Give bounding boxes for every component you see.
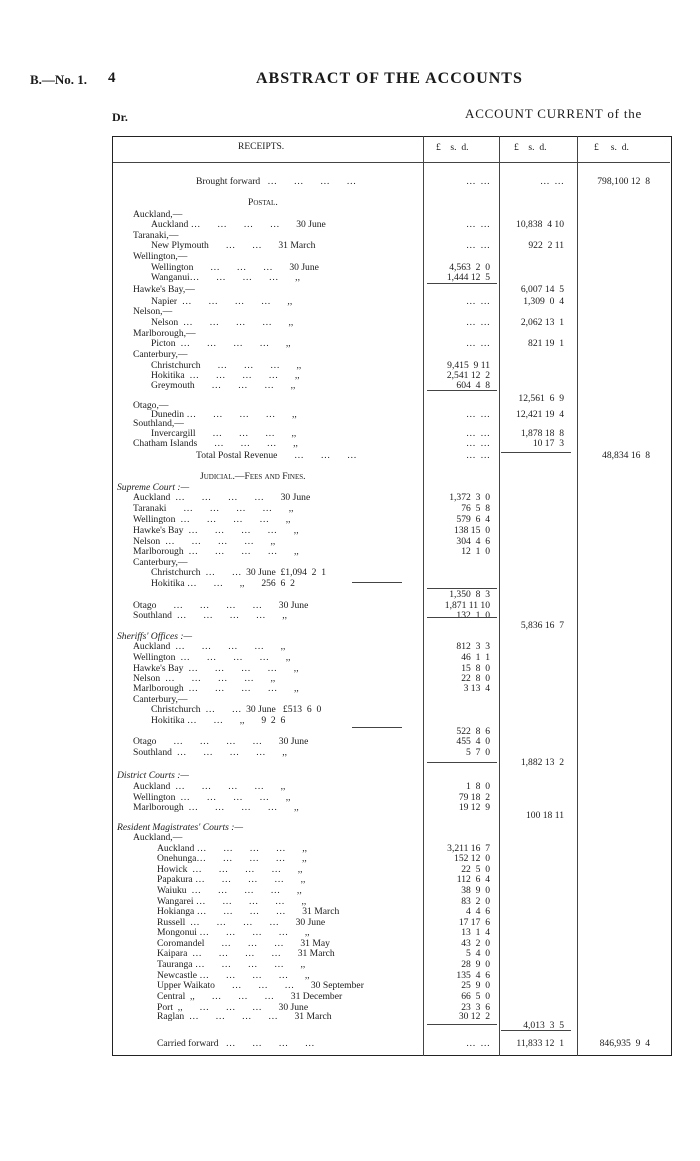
ledger-amount: 798,100 12 8 [597,176,650,187]
ledger-amount: 132 1 0 [456,610,490,621]
ledger-amount: 2,062 13 1 [520,317,564,328]
ledger-amount: … … [466,428,490,439]
ledger-amount: 112 6 4 [456,874,490,885]
ledger-amount: 3 13 4 [463,683,490,694]
ledger-row-label: Brought forward … … … … [196,176,357,187]
ledger-amount: 11,833 12 1 [516,1038,564,1049]
ledger-row-label: Greymouth … … … ,, [151,380,296,391]
ledger-row-label: Total Postal Revenue … … … [196,450,357,461]
sum-rule [427,617,497,618]
ledger-row-label: Hokianga … … … … 31 March [157,906,340,917]
ledger-amount: 100 18 11 [525,810,564,821]
ledger-row-label: Taranaki … … … … ,, [133,503,294,514]
ledger-row-label: Wellington … … … … ,, [133,514,291,525]
ledger-row-label: Judicial.—Fees and Fines. [200,471,306,482]
sum-rule [427,390,497,391]
ledger-amount: 23 3 6 [461,1002,490,1013]
ledger-amount: … … [466,438,490,449]
ledger-amount: … … [466,317,490,328]
ledger-amount: 1,871 11 10 [444,600,490,611]
ledger-row-label: Nelson,— [133,306,173,317]
ledger-row-label: Auckland … … … … 30 June [151,219,326,230]
ledger-row-label: Wellington … … … … ,, [133,652,291,663]
ledger-amount: 5 7 0 [466,747,490,758]
ledger-amount: 48,834 16 8 [602,450,650,461]
ledger-row-label: Christchurch … … 30 June £513 6 0 [151,704,322,715]
ledger-amount: 12,421 19 4 [516,409,564,420]
receipts-heading: RECEIPTS. [238,142,285,152]
ledger-amount: 522 8 6 [456,726,490,737]
ledger-amount: … … [466,240,490,251]
ledger-row-label: Dunedin … … … … ,, [151,409,297,420]
account-current-heading: ACCOUNT CURRENT of the [465,106,643,121]
ledger-row-label: Papakura … … … … ,, [157,874,306,885]
ledger-row-label: Nelson … … … … ,, [133,673,276,684]
ledger-amount: 1 8 0 [466,781,490,792]
ledger-row-label: Marlborough … … … … ,, [133,802,299,813]
ledger-row-label: Auckland … … … … ,, [157,843,308,854]
ledger-row-label: Raglan … … … … 31 March [157,1011,332,1022]
ledger-row-label: Sheriffs' Offices :— [117,631,193,642]
ledger-amount: 10 17 3 [532,438,564,449]
ledger-row-label: Southland … … … … ,, [133,610,288,621]
ledger-row-label: Auckland … … … … 30 June [133,492,311,503]
ledger-amount: 304 4 6 [456,536,490,547]
ledger-amount: … … [466,338,490,349]
ledger-amount: 1,444 12 5 [446,272,490,283]
ledger-amount: … … [466,296,490,307]
ledger-row-label: New Plymouth … … 31 March [151,240,316,251]
ledger-row-label: Christchurch … … 30 June £1,094 2 1 [151,567,327,578]
page-title: ABSTRACT OF THE ACCOUNTS [256,70,523,87]
ledger-row-label: Canterbury,— [133,557,188,568]
ledger-amount: 25 9 0 [461,980,490,991]
ledger-row-label: Waiuku … … … … ,, [157,885,302,896]
ledger-row-label: Otago … … … … 30 June [133,736,309,747]
ledger-row-label: Otago … … … … 30 June [133,600,309,611]
ledger-row-label: Nelson … … … … ,, [133,536,276,547]
ledger-row-label: Postal. [248,197,278,208]
ledger-row-label: Auckland … … … … ,, [133,781,286,792]
column-heading-amount: £ s. d. [514,142,547,153]
ledger-amount: 22 5 0 [461,864,490,875]
ledger-amount: … … [466,1038,490,1049]
ledger-amount: 13 1 4 [461,927,490,938]
ledger-row-label: Wellington … … … … ,, [133,792,291,803]
ledger-amount: … … [540,176,564,187]
ledger-amount: 38 9 0 [461,885,490,896]
ledger-amount: 76 5 8 [461,503,490,514]
column-heading-amount: £ s. d. [594,142,629,153]
sum-rule [352,582,402,583]
sum-rule [427,762,497,763]
ledger-row-label: Marlborough … … … … ,, [133,683,299,694]
ledger-row-label: Onehunga… … … … ,, [157,853,307,864]
ledger-amount: 4,563 2 0 [449,262,490,273]
ledger-row-label: Port ,, … … … 30 June [157,1002,309,1013]
ledger-amount: 922 2 11 [528,240,564,251]
column-heading-amount: £ s. d. [436,142,469,153]
ledger-row-label: Hokitika … … ,, 256 6 2 [151,578,295,589]
ledger-row-label: Wanganui… … … … ,, [151,272,300,283]
ledger-row-label: Southland,— [133,418,184,429]
ledger-row-label: Southland … … … … ,, [133,747,288,758]
ledger-amount: 4 4 6 [466,906,490,917]
ledger-row-label: Howick … … … … ,, [157,864,303,875]
ledger-amount: 135 4 6 [456,970,490,981]
ledger-row-label: Newcastle … … … … ,, [157,970,310,981]
debit-label: Dr. [112,110,128,124]
ledger-amount: … … [466,409,490,420]
ledger-row-label: Hawke's Bay … … … … ,, [133,525,299,536]
ledger-row-label: Mongonui … … … … ,, [157,927,310,938]
ledger-amount: 19 12 9 [458,802,490,813]
sum-rule [427,588,497,589]
ledger-amount: … … [466,450,490,461]
ledger-row-label: Picton … … … … ,, [151,338,291,349]
ledger-amount: … … [466,176,490,187]
sum-rule [352,727,402,728]
ledger-amount: 1,878 18 8 [520,428,564,439]
ledger-row-label: Auckland,— [133,832,183,843]
ledger-amount: 17 17 6 [458,917,490,928]
ledger-row-label: Auckland … … … … ,, [133,641,286,652]
ledger-amount: 2,541 12 2 [446,370,490,381]
ledger-amount: 10,838 4 10 [516,219,564,230]
ledger-row-label: Taranaki,— [133,230,179,241]
ledger-amount: 12,561 6 9 [518,393,564,404]
ledger-amount: 43 2 0 [461,938,490,949]
ledger-row-label: Hawke's Bay … … … … ,, [133,663,299,674]
ledger-amount: 455 4 0 [456,736,490,747]
ledger-amount: 152 12 0 [454,853,490,864]
ledger-row-label: Nelson … … … … ,, [151,317,294,328]
ledger-amount: 1,882 13 2 [520,757,564,768]
ledger-amount: 5,836 16 7 [520,620,564,631]
ledger-row-label: Carried forward … … … … [157,1038,315,1049]
ledger-amount: 30 12 2 [458,1011,490,1022]
ledger-row-label: Chatham Islands … … … ,, [133,438,298,449]
ledger-amount: 5 4 0 [466,948,490,959]
ledger-amount: 28 9 0 [461,959,490,970]
sum-rule [501,1030,571,1031]
ledger-amount: 66 5 0 [461,991,490,1002]
ledger-row-label: Wellington,— [133,251,188,262]
ledger-row-label: Upper Waikato … … … 30 September [157,980,364,991]
ledger-row-label: Marlborough,— [133,328,196,339]
ledger-amount: 1,372 3 0 [449,492,490,503]
ledger-row-label: Wangarei … … … … ,, [157,896,307,907]
ledger-amount: 604 4 8 [456,380,490,391]
ledger-row-label: Hokitika … … ,, 9 2 6 [151,715,286,726]
ledger-row-label: District Courts :— [117,770,189,781]
ledger-amount: 138 15 0 [454,525,490,536]
ledger-amount: 9,415 9 11 [447,360,490,371]
ledger-row-label: Otago,— [133,400,169,411]
ledger-amount: 821 19 1 [528,338,564,349]
ledger-amount: … … [466,219,490,230]
ledger-amount: 1,350 8 3 [449,589,490,600]
ledger-amount: 812 3 3 [456,641,490,652]
ledger-row-label: Canterbury,— [133,349,188,360]
ledger-amount: 79 18 2 [458,792,490,803]
page-reference: B.—No. 1. [30,72,88,87]
ledger-amount: 12 1 0 [461,546,490,557]
ledger-row-label: Kaipara … … … … 31 March [157,948,335,959]
ledger-amount: 3,211 16 7 [447,843,490,854]
ledger-row-label: Hawke's Bay,— [133,284,195,295]
ledger-row-label: Tauranga … … … … ,, [157,959,306,970]
sum-rule [427,1024,497,1025]
ledger-amount: 846,935 9 4 [599,1038,650,1049]
ledger-row-label: Auckland,— [133,209,183,220]
ledger-amount: 46 1 1 [461,652,490,663]
page-number: 4 [108,70,116,86]
sum-rule [427,283,497,284]
ledger-row-label: Russell … … … … 30 June [157,917,326,928]
ledger-amount: 1,309 0 4 [523,296,564,307]
ledger-amount: 4,013 3 5 [523,1020,564,1031]
ledger-row-label: Invercargill … … … ,, [151,428,297,439]
ledger-row-label: Canterbury,— [133,694,188,705]
sum-rule [501,452,571,453]
ledger-row-label: Christchurch … … … ,, [151,360,302,371]
ledger-row-label: Napier … … … … ,, [151,296,293,307]
ledger-amount: 83 2 0 [461,896,490,907]
ledger-amount: 579 6 4 [456,514,490,525]
ledger-amount: 6,007 14 5 [520,284,564,295]
ledger-amount: 22 8 0 [461,673,490,684]
ledger-row-label: Marlborough … … … … ,, [133,546,299,557]
ledger-row-label: Coromandel … … … 31 May [157,938,330,949]
ledger-row-label: Central ,, … … … 31 December [157,991,343,1002]
ledger-row-label: Resident Magistrates' Courts :— [117,822,243,833]
ledger-row-label: Wellington … … … 30 June [151,262,319,273]
ledger-row-label: Supreme Court :— [117,482,190,493]
ledger-amount: 15 8 0 [461,663,490,674]
ledger-row-label: Hokitika … … … … ,, [151,370,300,381]
